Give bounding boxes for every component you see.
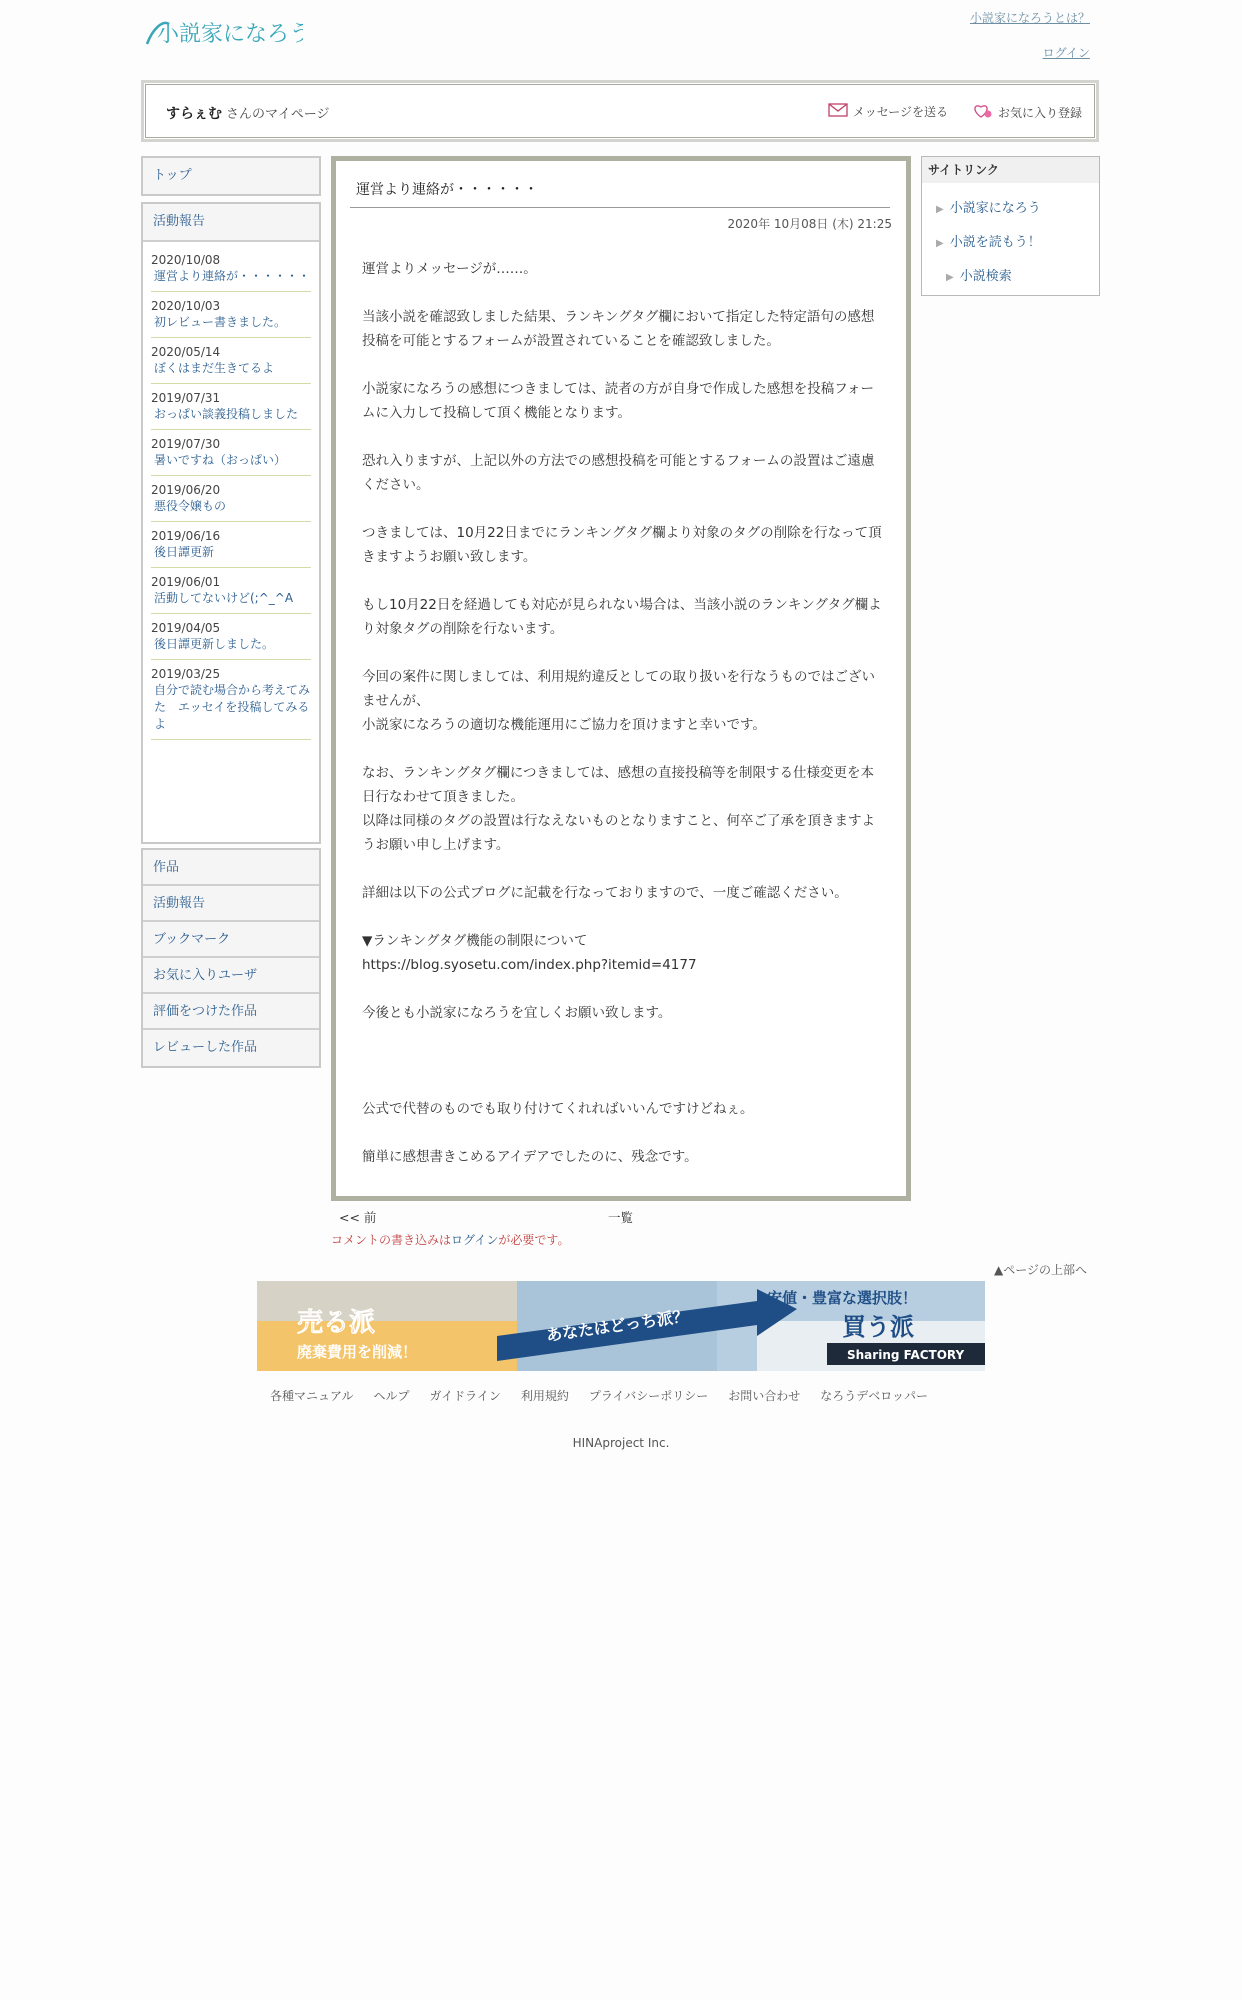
activity-date: 2019/04/05 [151,621,221,635]
site-logo[interactable] [143,14,303,50]
activity-item[interactable] [151,430,311,476]
send-message-label: メッセージを送る [852,105,948,119]
activity-item[interactable] [151,522,311,568]
activity-title-link[interactable]: 活動してないけど(;^_^A [154,591,294,605]
banner-sell-sub: 廃棄費用を削減！ [297,1343,418,1361]
mypage-header [141,80,1099,142]
article-date: 2020年 10月08日 (木) 21:25 [727,217,892,231]
site-link-yomou[interactable] [936,231,1041,250]
comment-note-prefix: コメントの書き込みは [331,1233,452,1247]
footer-link-developer[interactable]: なろうデベロッパー [820,1389,929,1403]
nav-activity-reports[interactable]: 活動報告 [143,886,319,922]
add-favorite-label: お気に入り登録 [997,106,1082,120]
activity-date: 2020/10/08 [151,253,221,267]
activity-title-link[interactable]: 運営より連絡が・・・・・・ [154,269,311,283]
activity-report-heading[interactable]: 活動報告 [143,204,319,242]
activity-title-link[interactable]: ぼくはまだ生きてるよ [154,361,275,375]
activity-date: 2020/10/03 [151,299,221,313]
copyright: HINAproject Inc. [572,1436,670,1450]
banner-question: あなたはどっち派？ [544,1306,690,1345]
activity-item[interactable] [151,292,311,338]
nav-bookmarks[interactable]: ブックマーク [143,922,319,958]
activity-title-link[interactable]: 後日譚更新 [154,545,215,559]
activity-date: 2020/05/14 [151,345,221,359]
prev-report-link[interactable]: << 前 [339,1210,377,1225]
site-links-box [921,156,1100,296]
send-message-button[interactable] [828,103,948,120]
footer-link-terms[interactable]: 利用規約 [520,1389,569,1403]
comment-login-note [331,1231,569,1248]
triangle-icon: ▶ [946,272,954,283]
banner-brand: Sharing FACTORY [847,1348,965,1362]
user-menu [141,848,321,1068]
nav-rated-works[interactable]: 評価をつけた作品 [143,994,319,1030]
nav-works[interactable]: 作品 [143,850,319,886]
activity-date: 2019/03/25 [151,667,221,681]
ad-banner[interactable] [257,1281,985,1371]
title-divider [350,207,890,208]
site-links-heading: サイトリンク [922,157,1099,183]
site-link-label: 小説家になろう [949,201,1041,216]
banner-sell-text: 売る派 [297,1308,376,1338]
footer-link-privacy[interactable]: プライバシーポリシー [588,1389,709,1403]
activity-item[interactable] [151,614,311,660]
triangle-icon: ▶ [936,238,944,249]
footer-links [270,1387,950,1404]
footer-link-help[interactable]: ヘルプ [373,1389,410,1403]
activity-item[interactable] [151,660,311,740]
activity-item[interactable] [151,246,311,292]
logo-text: 小説家になろう [157,22,303,47]
nav-top-box [141,156,321,196]
comment-note-suffix: が必要です。 [498,1233,570,1247]
activity-item[interactable] [151,384,311,430]
comment-login-link[interactable]: ログイン [451,1233,499,1247]
page-top-link[interactable]: ▲ページの上部へ [994,1263,1087,1277]
banner-buy-text: 買う派 [842,1313,914,1341]
activity-title-link[interactable]: 自分で読む場合から考えてみた エッセイを投稿してみるよ [154,683,311,731]
login-link[interactable]: ログイン [1042,46,1090,60]
site-link-label: 小説を読もう！ [949,235,1041,250]
activity-title-link[interactable]: 暑いですね（おっぱい） [154,453,287,467]
report-list-link[interactable]: 一覧 [608,1210,634,1225]
activity-title-link[interactable]: おっぱい談義投稿しました [154,407,299,421]
add-favorite-button[interactable] [973,103,1082,122]
activity-date: 2019/06/01 [151,575,221,589]
footer-link-contact[interactable]: お問い合わせ [728,1389,801,1403]
activity-title-link[interactable]: 初レビュー書きました。 [154,315,287,329]
footer-link-manual[interactable]: 各種マニュアル [270,1389,354,1403]
activity-item[interactable] [151,476,311,522]
activity-report-article [331,156,911,1201]
footer-link-guideline[interactable]: ガイドライン [429,1389,501,1403]
site-link-label: 小説検索 [959,269,1012,284]
banner-buy-sub: 安値・豊富な選択肢！ [767,1289,918,1307]
article-title: 運営より連絡が・・・・・・ [356,182,538,198]
about-link[interactable]: 小説家になろうとは？ [969,11,1090,25]
activity-date: 2019/06/16 [151,529,221,543]
nav-reviewed-works[interactable]: レビューした作品 [143,1030,319,1066]
envelope-icon [828,103,848,120]
user-page-suffix: さんのマイページ [226,107,330,122]
nav-favorite-users[interactable]: お気に入りユーザ [143,958,319,994]
user-name: すらぇむ [166,106,222,122]
site-link-narou[interactable] [936,197,1041,216]
activity-item[interactable] [151,338,311,384]
site-link-search[interactable] [946,265,1012,284]
activity-date: 2019/07/31 [151,391,221,405]
activity-title-link[interactable]: 後日譚更新しました。 [154,637,275,651]
activity-item[interactable] [151,568,311,614]
activity-report-list [141,202,321,844]
article-body: 運営よりメッセージが……。 当該小説を確認致しました結果、ランキングタグ欄において指定した特定語句の感想投稿を可能とするフォームが設置されていることを確認致しました。 小説家になろうの感想につきましては、読者の方が自身で作成した感想を投稿フォームに入力して投稿して頂く機能となります。 恐れ入りますが、上記以外の方法での感想投稿を可能とするフォームの設置はご遠慮ください。 つきましては、10月22日までにランキングタグ欄より対象のタグの削除を行なって頂きますようお願い致します。 もし10月22日を経過しても対応が見られない場合は、当該小説のランキングタグ欄より対象タグの削除を行ないます。 今回の案件に関しましては、利用規約違反としての取り扱いを行なうものではございませんが、 小説家になろうの適切な機能運用にご協力を頂けますと幸いです。 なお、ランキングタグ欄につきましては、感想の直接投稿等を制限する仕様変更を本日行なわせて頂きました。 以降は同様のタグの設置は行なえないものとなりますこと、何卒ご了承を頂きますようお願い申し上げます。 詳細は以下の公式ブログに記載を行なっておりますので、一度ご確認ください。 ▼ランキングタグ機能の制限について https://blog.syosetu.com/index.php?itemid=4177 今後とも小説家になろうを宜しくお願い致します。 公式で代替のものでも取り付けてくれればいいんですけどねぇ。 簡単に感想書きこめるアイデアでしたのに、残念です。 [362,261,882,1165]
nav-top[interactable]: トップ [143,158,319,194]
heart-icon [973,103,993,122]
user-name-line [166,103,329,123]
activity-date: 2019/06/20 [151,483,221,497]
activity-title-link[interactable]: 悪役令嬢もの [154,499,227,513]
activity-date: 2019/07/30 [151,437,221,451]
triangle-icon: ▶ [936,204,944,215]
